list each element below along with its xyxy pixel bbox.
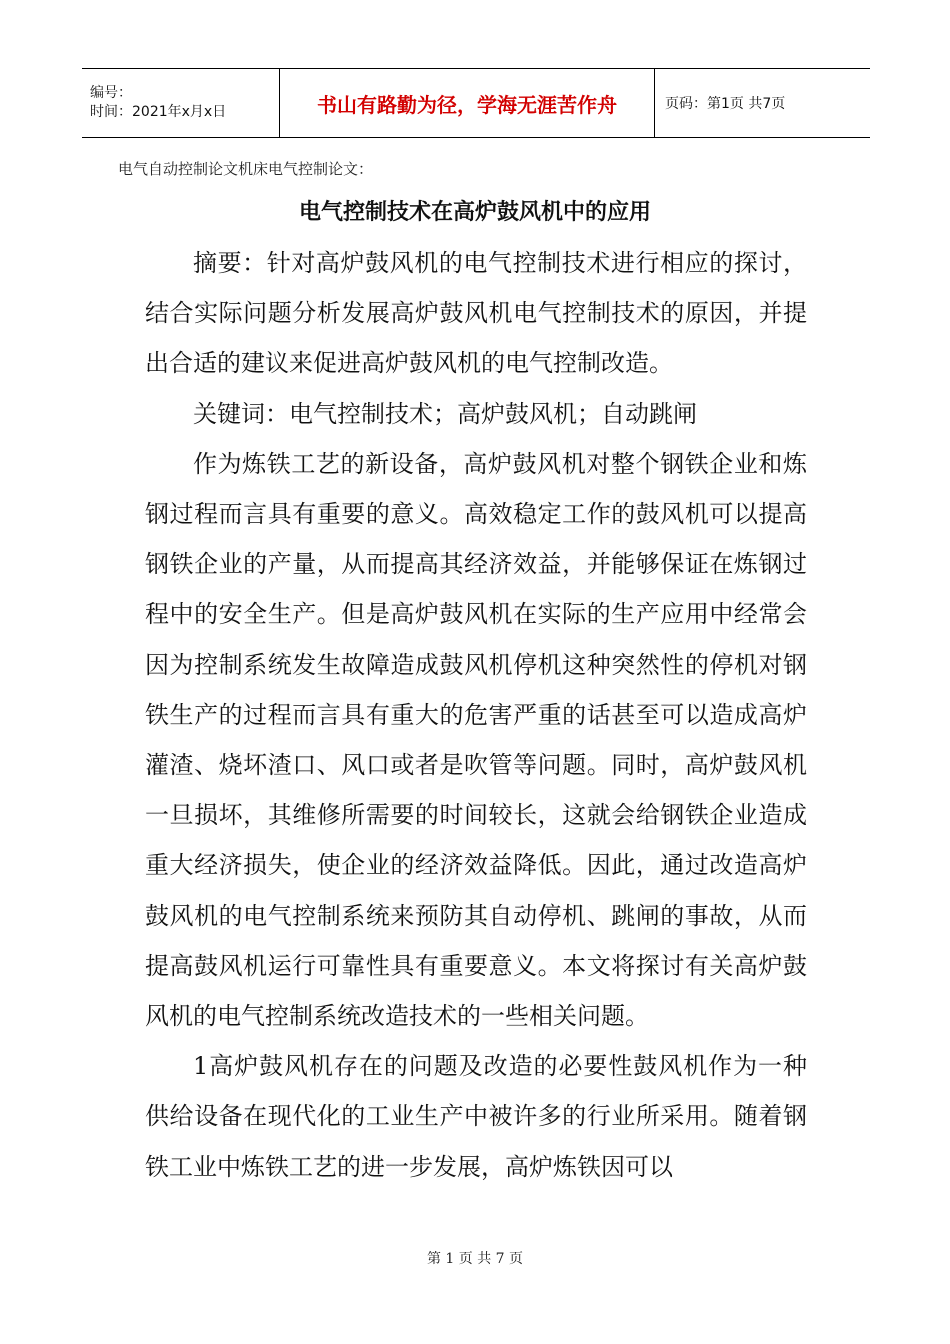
motto-text: 书山有路勤为径，学海无涯苦作舟 bbox=[317, 92, 617, 117]
page-footer: 第 1 页 共 7 页 bbox=[426, 1251, 524, 1267]
section-paragraph: 1高炉鼓风机存在的问题及改造的必要性鼓风机作为一种供给设备在现代化的工业生产中被许多的行业所采用。随着钢铁工业中炼铁工艺的进一步发展，高炉炼铁因可以 bbox=[145, 1052, 807, 1181]
keywords-paragraph: 关键词：电气控制技术；高炉鼓风机；自动跳闸 bbox=[193, 399, 697, 428]
header-table bbox=[82, 68, 870, 138]
number-label: 编号： bbox=[90, 85, 132, 101]
document-subtitle: 电气自动控制论文机床电气控制论文： bbox=[118, 160, 374, 178]
header-motto-cell bbox=[280, 69, 655, 137]
body-paragraph: 作为炼铁工艺的新设备，高炉鼓风机对整个钢铁企业和炼钢过程而言具有重要的意义。高效稳定工作的鼓风机可以提高钢铁企业的产量，从而提高其经济效益，并能够保证在炼钢过程中的安全生产。但是高炉鼓风机在实际的生产应用中经常会因为控制系统发生故障造成鼓风机停机这种突然性的停机对钢铁生产的过程而言具有重大的危害严重的话甚至可以造成高炉灌渣、烧坏渣口、风口或者是吹管等问题。同时，高炉鼓风机一旦损坏，其维修所需要的时间较长，这就会给钢铁企业造成重大经济损失，使企业的经济效益降低。因此，通过改造高炉鼓风机的电气控制系统来预防其自动停机、跳闸的事故，从而提高鼓风机运行可靠性具有重要意义。本文将探讨有关高炉鼓风机的电气控制系统改造技术的一些相关问题。 bbox=[145, 449, 807, 1031]
document-body bbox=[145, 238, 807, 1192]
header-page-cell bbox=[655, 69, 870, 137]
page-label: 页码：第1页 共7页 bbox=[665, 96, 786, 112]
header-left-cell bbox=[82, 69, 280, 137]
document-title: 电气控制技术在高炉鼓风机中的应用 bbox=[298, 200, 651, 225]
time-label: 时间：2021年x月x日 bbox=[90, 104, 227, 120]
abstract-paragraph: 摘要：针对高炉鼓风机的电气控制技术进行相应的探讨，结合实际问题分析发展高炉鼓风机电气控制技术的原因，并提出合适的建议来促进高炉鼓风机的电气控制改造。 bbox=[145, 249, 807, 378]
